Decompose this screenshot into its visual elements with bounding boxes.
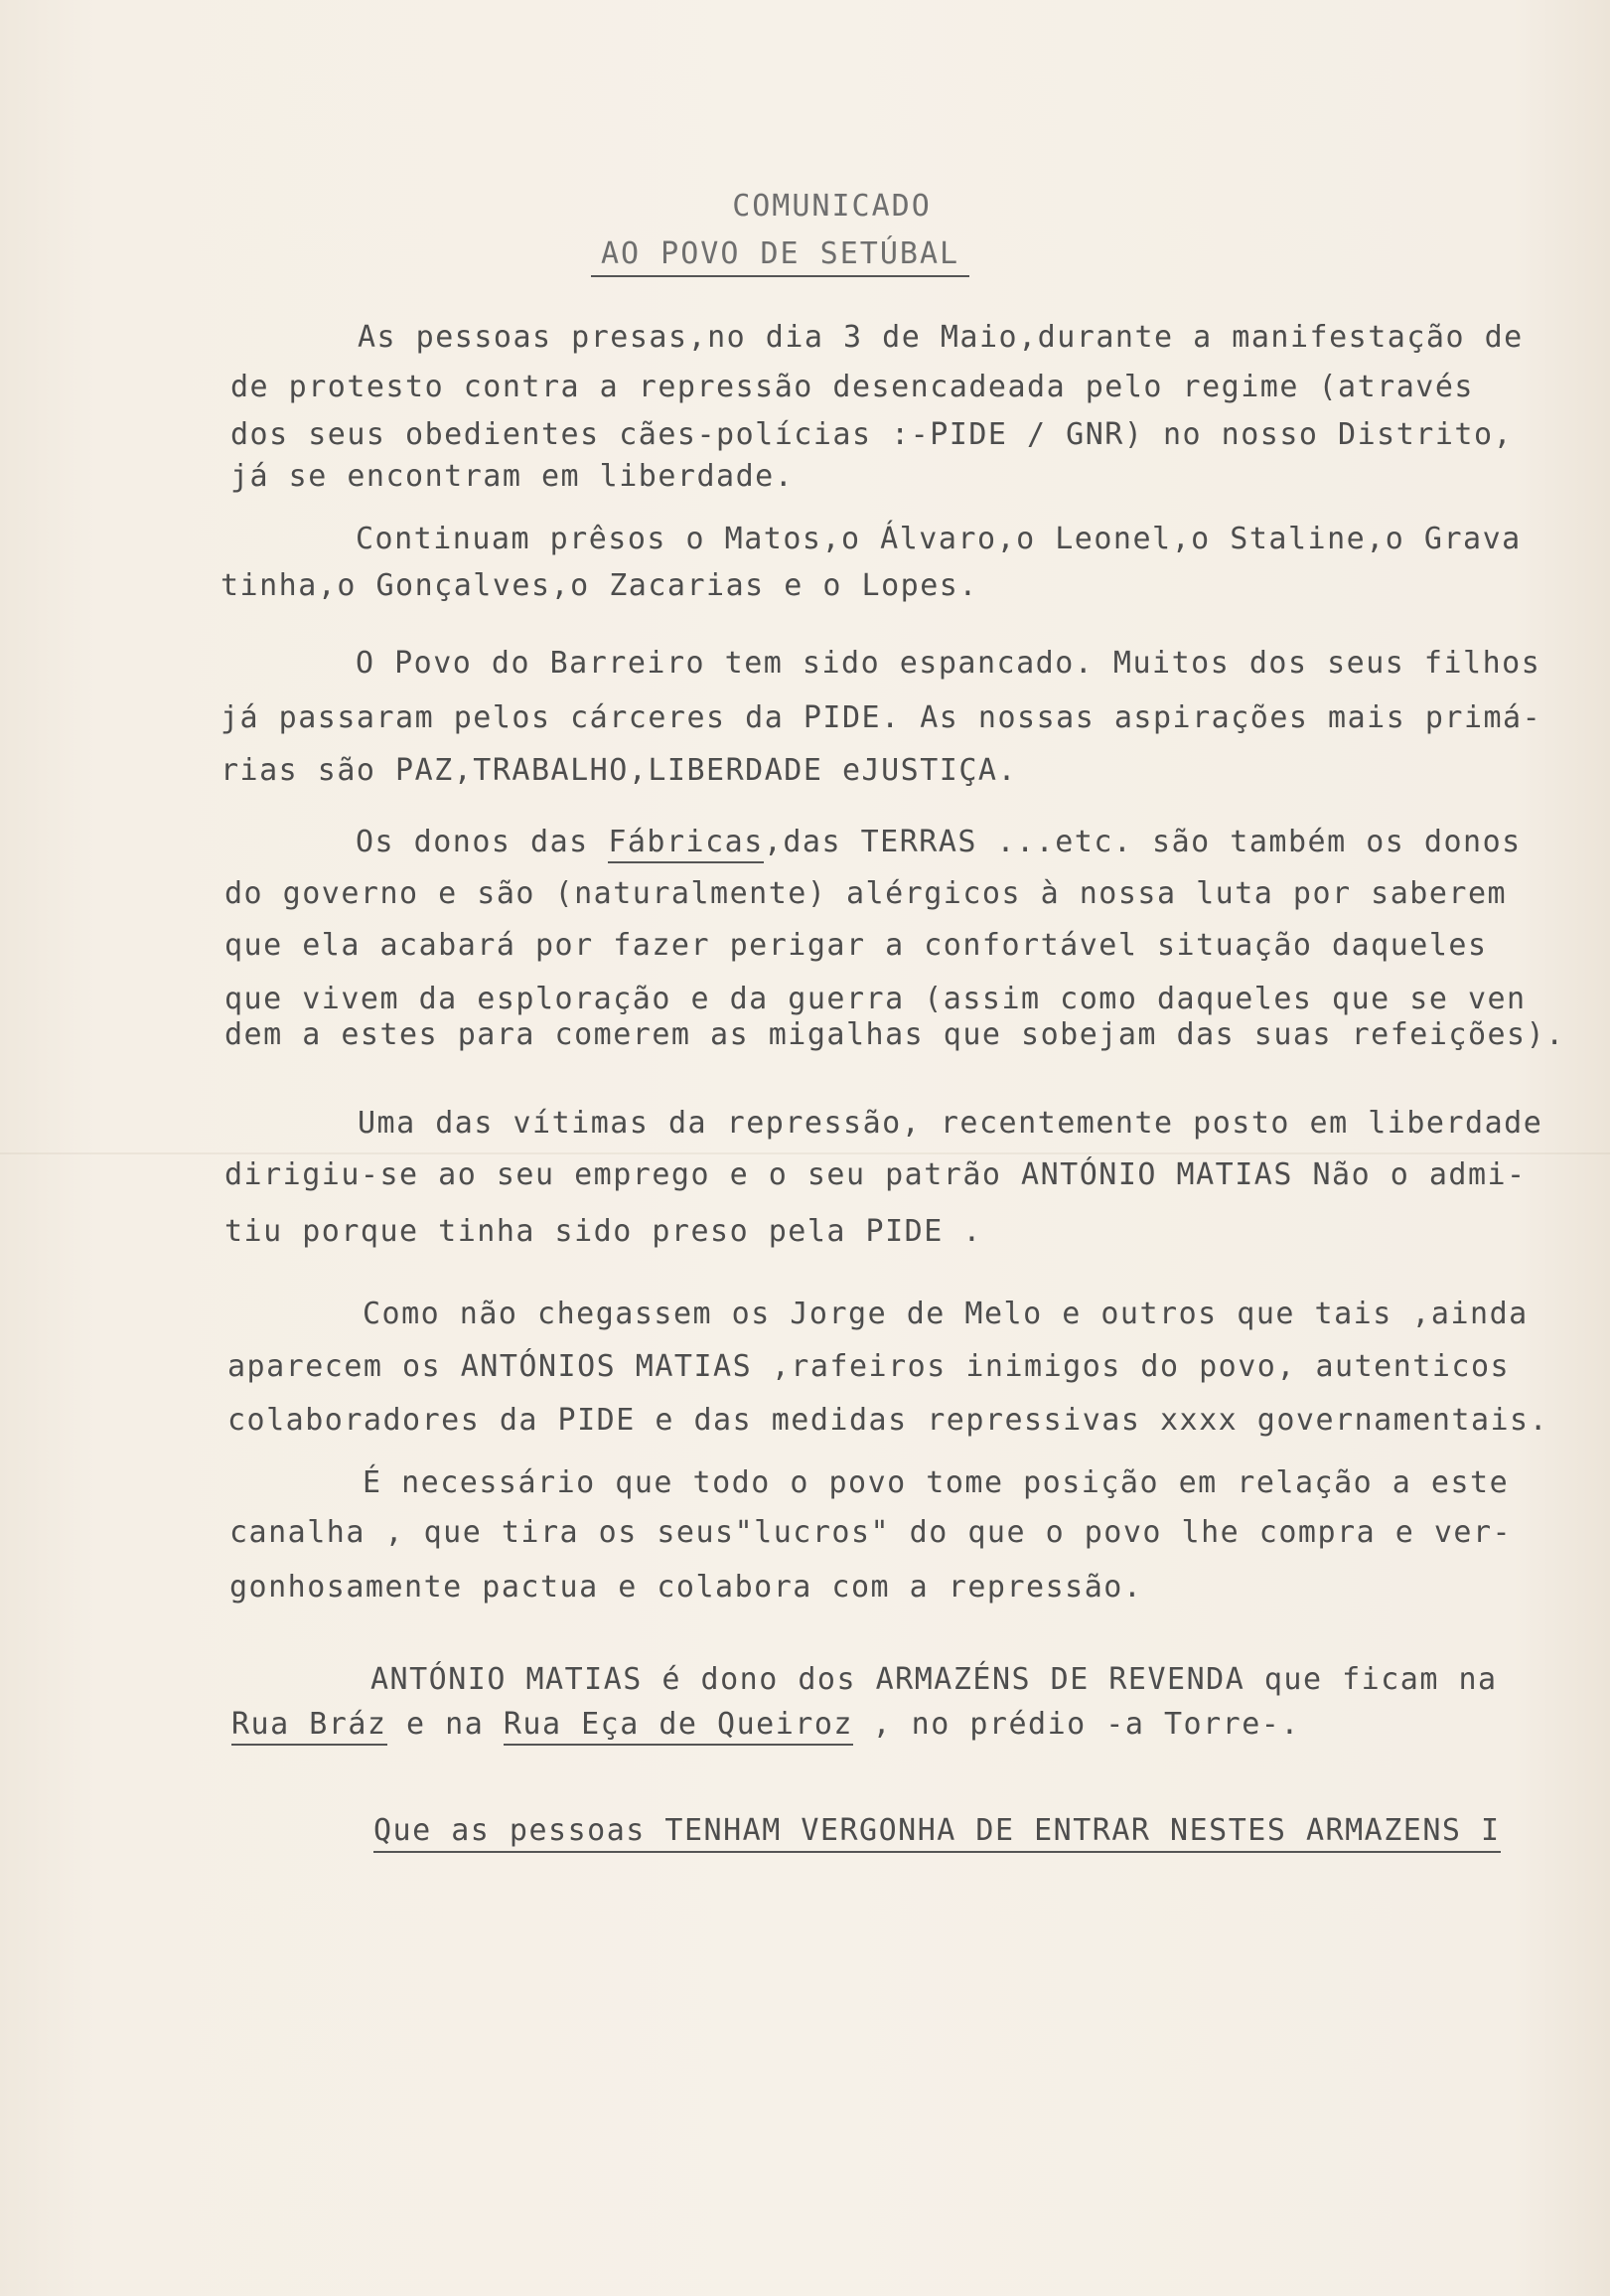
paragraph-5-line-3: tiu porque tinha sido preso pela PIDE . <box>224 1214 982 1249</box>
paragraph-5-line-1: Uma das vítimas da repressão, recentemente posto em liberdade <box>358 1106 1543 1141</box>
underlined-rua-eca-de-queiroz: Rua Eça de Queiroz <box>504 1707 853 1746</box>
document-title: COMUNICADO <box>732 189 932 224</box>
paragraph-4-line-1 <box>356 825 1522 859</box>
underlined-fabricas: Fábricas <box>608 825 764 863</box>
paragraph-7-line-1: É necessário que todo o povo tome posição em relação a este <box>363 1465 1510 1500</box>
paragraph-1-line-4: já se encontram em liberdade. <box>230 459 795 494</box>
paragraph-7-line-3: gonhosamente pactua e colabora com a repressão. <box>229 1570 1143 1605</box>
paragraph-4-line-2: do governo e são (naturalmente) alérgicos à nossa luta por saberem <box>224 876 1508 911</box>
paragraph-6-line-2: aparecem os ANTÓNIOS MATIAS ,rafeiros inimigos do povo, autenticos <box>227 1349 1511 1384</box>
paragraph-8-line-2 <box>231 1707 1300 1742</box>
paragraph-1-line-2: de protesto contra a repressão desencadeada pelo regime (através <box>230 370 1474 404</box>
paragraph-8-line-2-end: , no prédio -a Torre-. <box>852 1707 1300 1742</box>
paragraph-6-line-3: colaboradores da PIDE e das medidas repressivas xxxx governamentais. <box>227 1403 1549 1438</box>
document-subtitle: AO POVO DE SETÚBAL <box>591 236 969 277</box>
closing-call-underlined: Que as pessoas TENHAM VERGONHA DE ENTRAR NESTES ARMAZENS I <box>373 1813 1501 1853</box>
paragraph-6-line-1: Como não chegassem os Jorge de Melo e outros que tais ,ainda <box>363 1297 1529 1331</box>
paragraph-4-line-5: dem a estes para comerem as migalhas que sobejam das suas refeições). <box>224 1017 1565 1052</box>
underlined-rua-braz: Rua Bráz <box>231 1707 387 1746</box>
paragraph-3-line-3: rias são PAZ,TRABALHO,LIBERDADE eJUSTIÇA. <box>220 753 1018 788</box>
paragraph-2-line-2: tinha,o Gonçalves,o Zacarias e o Lopes. <box>220 568 978 603</box>
paragraph-2-line-1: Continuam prêsos o Matos,o Álvaro,o Leonel,o Staline,o Grava <box>356 522 1522 556</box>
paragraph-4-line-3: que ela acabará por fazer perigar a confortável situação daqueles <box>224 928 1488 963</box>
paragraph-7-line-2: canalha , que tira os seus"lucros" do que o povo lhe compra e ver- <box>229 1515 1513 1550</box>
paragraph-8-line-1: ANTÓNIO MATIAS é dono dos ARMAZÉNS DE REVENDA que ficam na <box>370 1662 1498 1697</box>
paragraph-8-line-2-middle: e na <box>386 1707 504 1742</box>
paragraph-3-line-2: já passaram pelos cárceres da PIDE. As nossas aspirações mais primá- <box>220 700 1542 735</box>
paragraph-4-line-1-end: ,das TERRAS ...etc. são também os donos <box>763 825 1522 859</box>
paragraph-5-line-2: dirigiu-se ao seu emprego e o seu patrão ANTÓNIO MATIAS Não o admi- <box>224 1157 1527 1192</box>
paragraph-1-line-1: As pessoas presas,no dia 3 de Maio,durante a manifestação de <box>358 320 1524 355</box>
paragraph-4-line-1-start: Os donos das <box>356 825 609 859</box>
paragraph-1-line-3: dos seus obedientes cães-polícias :-PIDE / GNR) no nosso Distrito, <box>230 417 1514 452</box>
paragraph-3-line-1: O Povo do Barreiro tem sido espancado. Muitos dos seus filhos <box>356 646 1541 681</box>
paragraph-4-line-4: que vivem da esploração e da guerra (assim como daqueles que se ven <box>224 982 1527 1016</box>
